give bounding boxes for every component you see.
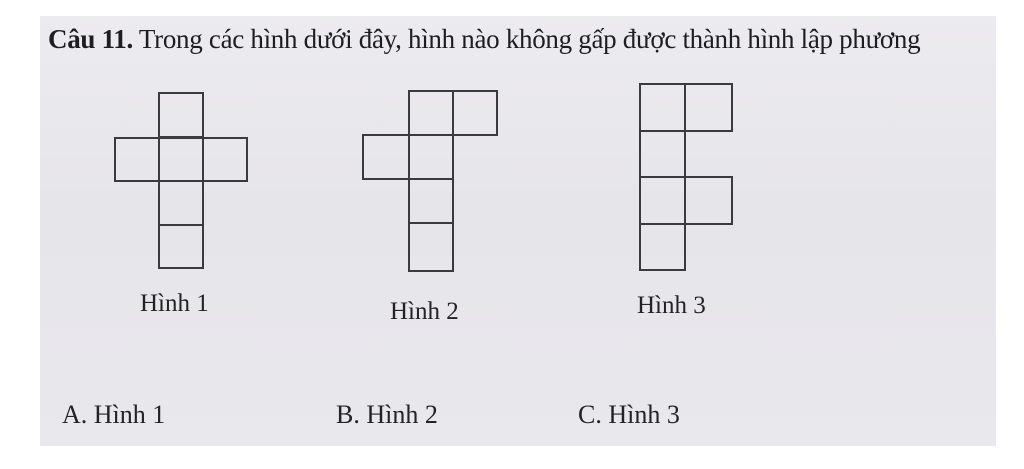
net-square (684, 176, 733, 225)
net-square (408, 134, 454, 180)
question-body: Trong các hình dưới đây, hình nào không gấp được thành hình lập phương (132, 24, 921, 54)
figure-2-caption: Hình 2 (390, 298, 459, 325)
net-square (408, 178, 454, 224)
figure-3-caption: Hình 3 (637, 292, 706, 319)
figure-1-caption: Hình 1 (140, 290, 209, 317)
net-square (684, 83, 733, 132)
answer-option-b[interactable]: B. Hình 2 (336, 400, 438, 429)
net-square (362, 134, 410, 180)
net-square (158, 224, 204, 269)
net-square (202, 137, 248, 182)
net-square (408, 90, 454, 136)
net-square (158, 92, 204, 138)
net-square (639, 83, 686, 132)
net-square (452, 90, 498, 136)
net-square (639, 223, 686, 271)
net-square (408, 222, 454, 272)
net-square (158, 137, 204, 182)
answer-option-a[interactable]: A. Hình 1 (62, 400, 166, 429)
net-square (158, 180, 204, 226)
question-text (48, 24, 920, 55)
question-number: Câu 11. (48, 24, 133, 54)
worksheet-page (40, 16, 996, 446)
net-square (639, 130, 686, 178)
net-square (114, 137, 160, 182)
answer-option-c[interactable]: C. Hình 3 (578, 400, 680, 429)
net-square (639, 176, 686, 225)
